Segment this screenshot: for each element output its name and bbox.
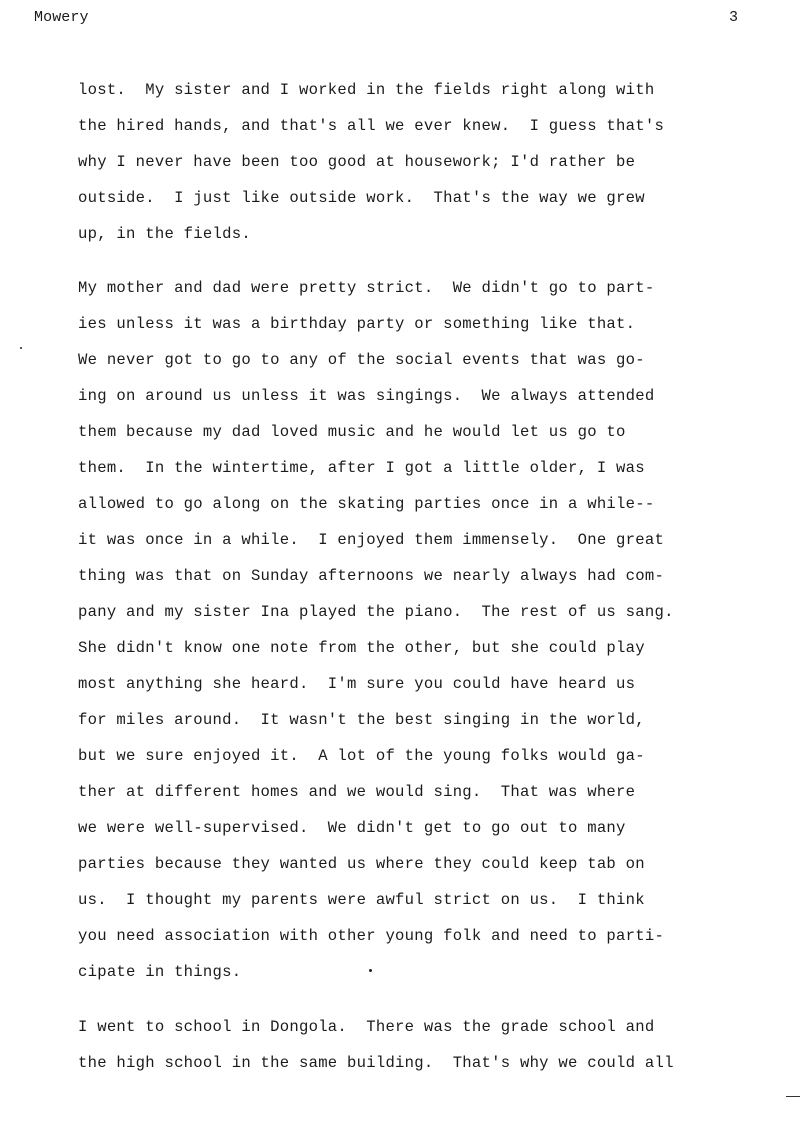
stray-mark: [369, 969, 372, 972]
text-line: She didn't know one note from the other, but she could play: [78, 639, 645, 657]
text-line: ing on around us unless it was singings. We always attended: [78, 387, 655, 405]
text-line: lost. My sister and I worked in the fields right along with: [78, 81, 655, 99]
stray-mark: [20, 347, 22, 349]
text-line: allowed to go along on the skating parties once in a while--: [78, 495, 655, 513]
text-line: why I never have been too good at housework; I'd rather be: [78, 153, 636, 171]
text-line: us. I thought my parents were awful strict on us. I think: [78, 891, 645, 909]
text-line: I went to school in Dongola. There was the grade school and: [78, 1018, 655, 1036]
text-line: My mother and dad were pretty strict. We didn't go to part-: [78, 279, 655, 297]
text-line: but we sure enjoyed it. A lot of the young folks would ga-: [78, 747, 645, 765]
text-line: outside. I just like outside work. That's the way we grew: [78, 189, 645, 207]
text-line: most anything she heard. I'm sure you could have heard us: [78, 675, 636, 693]
text-line: the hired hands, and that's all we ever knew. I guess that's: [78, 117, 665, 135]
text-line: cipate in things.: [78, 963, 242, 981]
text-line: pany and my sister Ina played the piano. The rest of us sang.: [78, 603, 674, 621]
text-line: parties because they wanted us where they could keep tab on: [78, 855, 645, 873]
text-line: up, in the fields.: [78, 225, 251, 243]
text-line: the high school in the same building. That's why we could all: [78, 1054, 674, 1072]
running-head-author: Mowery: [34, 9, 89, 26]
text-line: it was once in a while. I enjoyed them immensely. One great: [78, 531, 665, 549]
text-line: them. In the wintertime, after I got a little older, I was: [78, 459, 645, 477]
text-line: We never got to go to any of the social events that was go-: [78, 351, 645, 369]
text-line: you need association with other young folk and need to parti-: [78, 927, 665, 945]
text-line: ther at different homes and we would sing. That was where: [78, 783, 636, 801]
text-line: thing was that on Sunday afternoons we nearly always had com-: [78, 567, 665, 585]
text-line: for miles around. It wasn't the best singing in the world,: [78, 711, 645, 729]
text-line: we were well-supervised. We didn't get to go out to many: [78, 819, 626, 837]
text-line: them because my dad loved music and he would let us go to: [78, 423, 626, 441]
page-number: 3: [729, 9, 739, 26]
text-line: ies unless it was a birthday party or something like that.: [78, 315, 636, 333]
edge-mark: [786, 1096, 800, 1097]
